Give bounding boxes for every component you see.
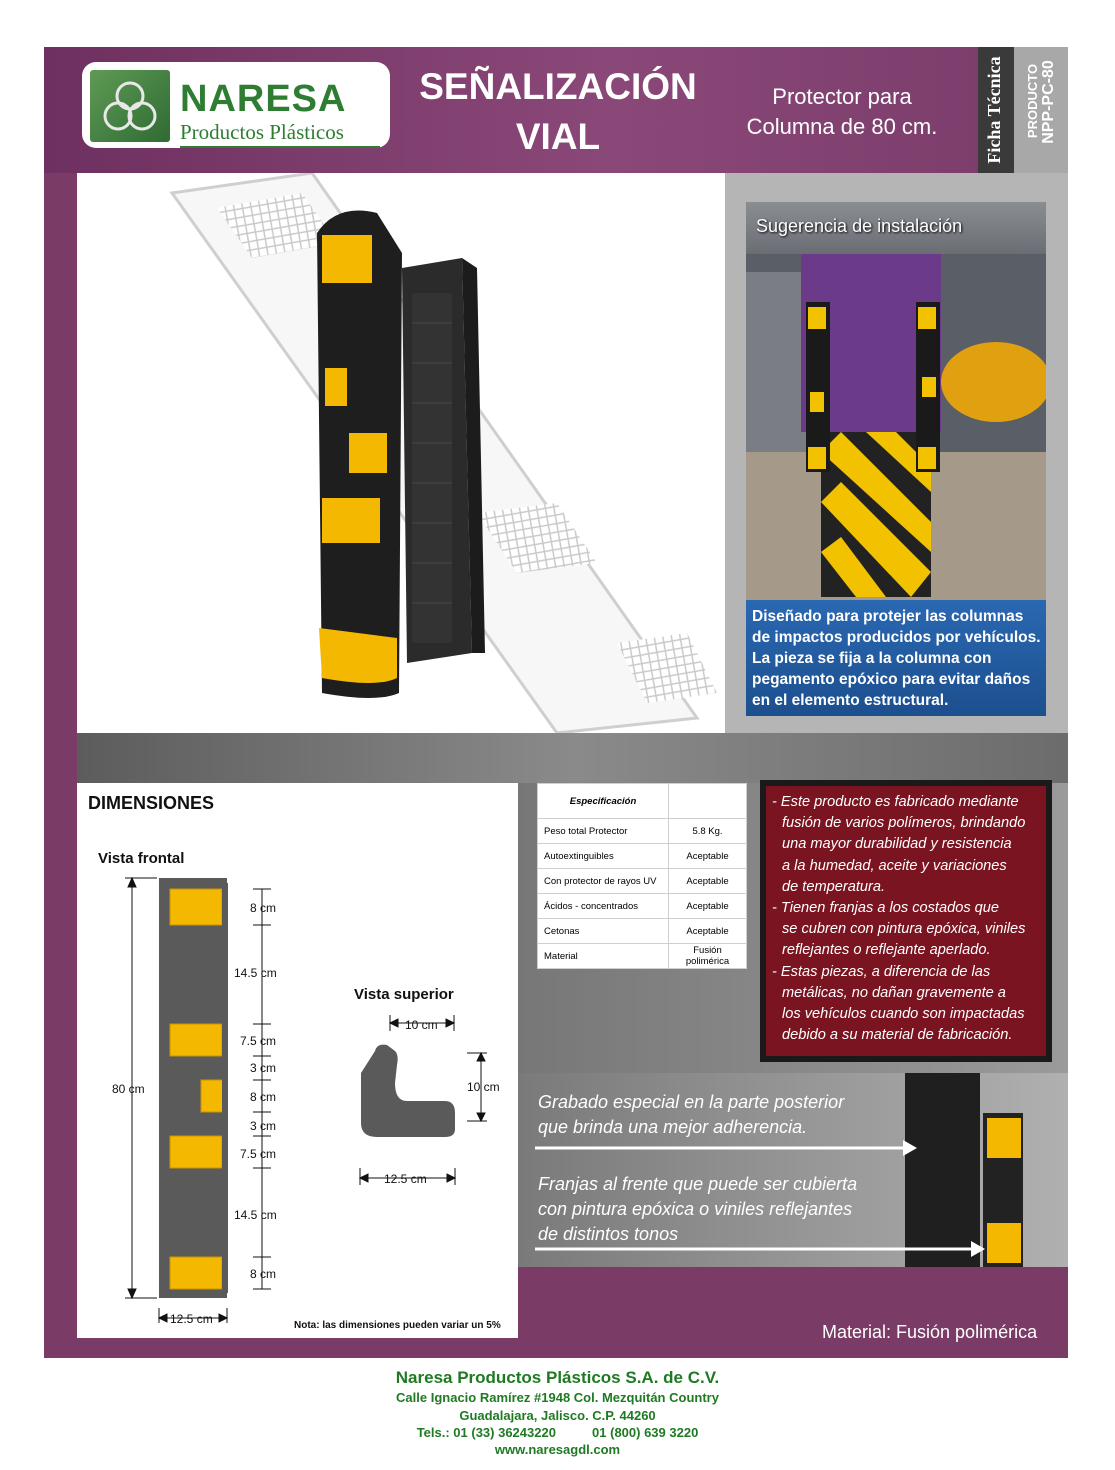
feature-line: - Tienen franjas a los costados que [772,900,1000,917]
features-list [772,792,1048,1046]
footer-city: Guadalajara, Jalisco. C.P. 44260 [459,1408,656,1423]
segment-label: 8 cm [250,1267,277,1281]
feature-line: metálicas, no dañan gravemente a [782,984,1006,1001]
description-line: Diseñado para protejer las columnas [752,608,1024,625]
spec-label: Material [538,944,669,969]
feature-line: de temperatura. [782,878,886,895]
naresa-logo-icon [90,70,170,142]
feature-line: a la humedad, aceite y variaciones [782,857,1007,874]
protector-detail-image [905,1073,1025,1267]
brand-name: NARESA [180,78,347,120]
table-row [538,844,747,869]
callout-line: Franjas al frente que puede ser cubierta [538,1174,858,1194]
footer-phones: Tels.: 01 (33) 36243220 01 (800) 639 3220 [416,1425,699,1440]
spec-label: Autoextinguibles [538,844,669,869]
description-line: de impactos producidos por vehículos. [752,629,1041,646]
spec-table [537,783,747,969]
spec-value: Aceptable [669,894,747,919]
top-width-label: 10 cm [405,1018,438,1032]
installation-description [752,606,1046,711]
title-line-1: SEÑALIZACIÓN [419,66,697,107]
spec-header: Especificación [538,784,669,819]
ficha-tecnica-label: Ficha Técnica [984,56,1004,164]
spec-value: Fusión polimérica [669,944,747,969]
front-callout [538,1172,857,1247]
segment-label: 8 cm [250,1090,277,1104]
table-row [538,944,747,969]
feature-line: se cubren con pintura epóxica, viniles [782,921,1026,938]
dimensions-drawing [77,783,518,1338]
feature-line: reflejantes o reflejante aperlado. [782,942,991,959]
feature-line: los vehículos cuando son impactadas [782,1006,1025,1023]
brand-subtitle: Productos Plásticos [180,120,344,144]
dimensions-heading: DIMENSIONES [88,793,215,813]
top-height-label: 10 cm [467,1080,500,1094]
divider-band [77,733,1068,783]
segment-label: 14.5 cm [234,1208,277,1222]
spec-value: Aceptable [669,919,747,944]
brand-underline [180,146,380,148]
top-outer-label: 12.5 cm [384,1172,427,1186]
front-view-label: Vista frontal [98,850,185,867]
spec-header-empty [669,784,747,819]
installation-caption: Sugerencia de instalación [756,216,963,236]
table-row [538,784,747,819]
table-row [538,819,747,844]
feature-line: - Este producto es fabricado mediante [772,794,1019,810]
subtitle-line-1: Protector para [772,84,912,109]
description-line: La pieza se fija a la columna con [752,650,992,667]
feature-line: debido a su material de fabricación. [782,1027,1013,1044]
callout-line: Grabado especial en la parte posterior [538,1092,845,1112]
segment-label: 7.5 cm [240,1034,277,1048]
subtitle [712,82,972,142]
material-label: Material: Fusión polimérica [822,1322,1038,1342]
spec-value: Aceptable [669,844,747,869]
spec-label: Cetonas [538,919,669,944]
installation-photo [746,202,1046,600]
feature-line: fusión de varios polímeros, brindando [782,815,1026,832]
spec-label: Peso total Protector [538,819,669,844]
callout-line: con pintura epóxica o viniles reflejantes [538,1199,853,1219]
product-image-area [77,173,725,733]
product-illustration [77,173,725,733]
footer-web[interactable]: www.naresagdl.com [494,1442,621,1457]
segment-label: 7.5 cm [240,1147,277,1161]
feature-line: una mayor durabilidad y resistencia [782,836,1012,853]
table-row [538,894,747,919]
feature-line: - Estas piezas, a diferencia de las [772,963,991,980]
dimensions-note: Nota: las dimensiones pueden variar un 5% [294,1320,501,1331]
spec-value: Aceptable [669,869,747,894]
top-view-label: Vista superior [354,986,454,1003]
product-code: NPP-PC-80 [1040,60,1057,144]
title-line-2: VIAL [515,116,601,157]
segment-label: 3 cm [250,1119,277,1133]
width-label: 12.5 cm [170,1312,213,1326]
spec-value: 5.8 Kg. [669,819,747,844]
description-line: en el elemento estructural. [752,692,949,709]
segment-label: 3 cm [250,1061,277,1075]
footer-address: Calle Ignacio Ramírez #1948 Col. Mezquitán Country [396,1390,719,1405]
callout-line: que brinda una mejor adherencia. [538,1117,808,1137]
table-row [538,919,747,944]
back-callout [538,1090,844,1140]
total-height-label: 80 cm [112,1082,145,1096]
callout-line: de distintos tonos [538,1224,679,1244]
spec-label: Con protector de rayos UV [538,869,669,894]
subtitle-line-2: Columna de 80 cm. [746,114,938,139]
footer-company: Naresa Productos Plásticos S.A. de C.V. [395,1368,720,1387]
segment-label: 8 cm [250,901,277,915]
table-row [538,869,747,894]
product-label: PRODUCTO [1025,63,1040,139]
segment-label: 14.5 cm [234,966,277,980]
spec-label: Ácidos - concentrados [538,894,669,919]
description-line: pegamento epóxico para evitar daños [752,671,1031,688]
